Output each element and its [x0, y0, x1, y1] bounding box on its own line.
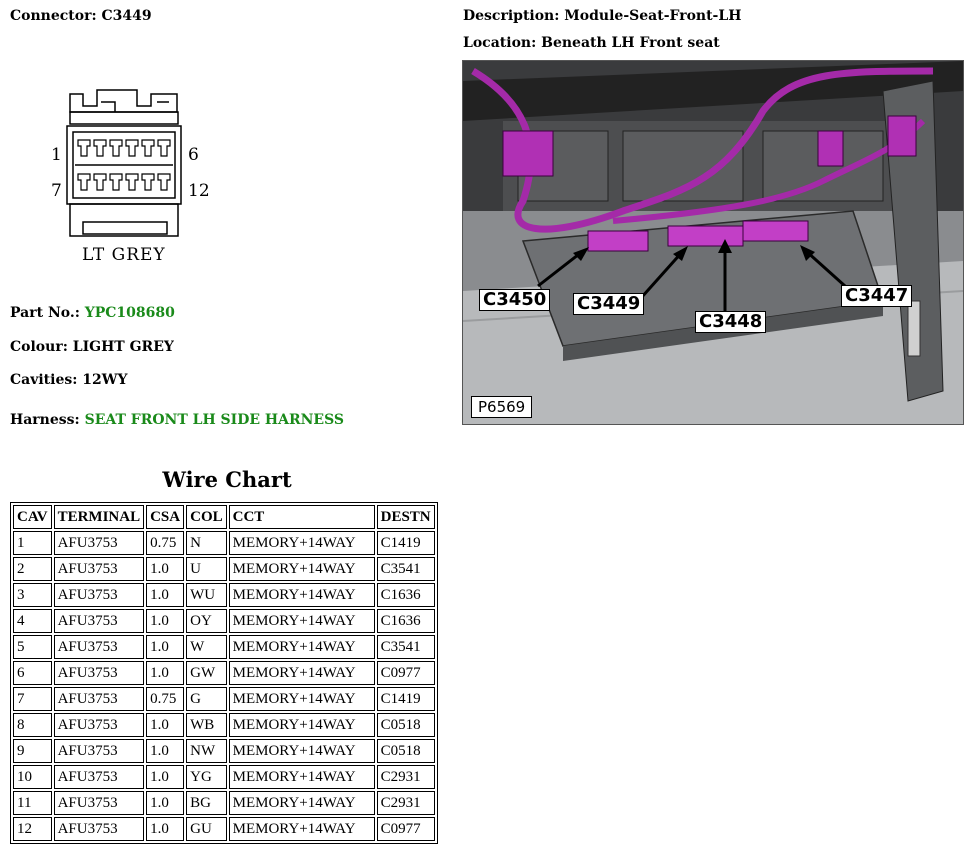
location-value: Beneath LH Front seat	[541, 35, 720, 51]
cell-destn: C0518	[377, 713, 435, 737]
cell-cav: 5	[13, 635, 52, 659]
description-line	[463, 8, 741, 24]
c3450-socket	[588, 231, 648, 251]
cell-cct: MEMORY+14WAY	[229, 557, 375, 581]
cell-destn: C1636	[377, 609, 435, 633]
cell-cav: 2	[13, 557, 52, 581]
table-row	[13, 739, 435, 763]
cell-cav: 10	[13, 765, 52, 789]
cell-cct: MEMORY+14WAY	[229, 765, 375, 789]
cell-cav: 7	[13, 687, 52, 711]
cell-destn: C3541	[377, 635, 435, 659]
cell-cct: MEMORY+14WAY	[229, 609, 375, 633]
cell-col: OY	[186, 609, 227, 633]
cell-col: U	[186, 557, 227, 581]
cell-terminal: AFU3753	[54, 531, 145, 555]
cavities-line	[10, 372, 128, 388]
col-header-csa: CSA	[146, 505, 184, 529]
diagram-colour-label: LT GREY	[82, 245, 166, 265]
cell-destn: C1419	[377, 531, 435, 555]
wire-chart-table	[10, 502, 438, 844]
cell-terminal: AFU3753	[54, 661, 145, 685]
cell-terminal: AFU3753	[54, 713, 145, 737]
cell-terminal: AFU3753	[54, 765, 145, 789]
cell-cav: 11	[13, 791, 52, 815]
cell-destn: C3541	[377, 557, 435, 581]
cell-cav: 8	[13, 713, 52, 737]
colour-label: Colour:	[10, 339, 68, 355]
cell-col: NW	[186, 739, 227, 763]
colour-line	[10, 339, 174, 355]
table-row	[13, 817, 435, 841]
cell-col: N	[186, 531, 227, 555]
cell-terminal: AFU3753	[54, 687, 145, 711]
cell-csa: 0.75	[146, 687, 184, 711]
cell-csa: 1.0	[146, 661, 184, 685]
col-header-cct: CCT	[229, 505, 375, 529]
cell-csa: 1.0	[146, 557, 184, 581]
colour-value: LIGHT GREY	[72, 339, 174, 355]
cell-terminal: AFU3753	[54, 557, 145, 581]
cell-destn: C0518	[377, 739, 435, 763]
cell-cct: MEMORY+14WAY	[229, 713, 375, 737]
cell-cct: MEMORY+14WAY	[229, 739, 375, 763]
connector-line	[10, 8, 152, 24]
cell-cct: MEMORY+14WAY	[229, 661, 375, 685]
connector-face-diagram	[45, 82, 225, 272]
table-row	[13, 609, 435, 633]
cell-cct: MEMORY+14WAY	[229, 531, 375, 555]
pin-number-7: 7	[51, 181, 62, 201]
cell-col: WB	[186, 713, 227, 737]
cell-csa: 1.0	[146, 609, 184, 633]
table-row	[13, 713, 435, 737]
cell-csa: 1.0	[146, 791, 184, 815]
cell-cct: MEMORY+14WAY	[229, 791, 375, 815]
location-label: Location:	[463, 35, 537, 51]
cell-csa: 1.0	[146, 739, 184, 763]
pin-number-12: 12	[188, 181, 210, 201]
cell-cav: 4	[13, 609, 52, 633]
cell-destn: C2931	[377, 765, 435, 789]
cell-destn: C0977	[377, 817, 435, 841]
harness-line	[10, 412, 344, 428]
cell-csa: 1.0	[146, 635, 184, 659]
pin-number-1: 1	[51, 145, 62, 165]
pin-number-6: 6	[188, 145, 199, 165]
wire-chart-header-row	[13, 505, 435, 529]
cell-col: GU	[186, 817, 227, 841]
cell-terminal: AFU3753	[54, 583, 145, 607]
cell-cav: 3	[13, 583, 52, 607]
cell-cct: MEMORY+14WAY	[229, 635, 375, 659]
part-no-value[interactable]: YPC108680	[84, 305, 175, 321]
cell-cct: MEMORY+14WAY	[229, 687, 375, 711]
part-no-label: Part No.:	[10, 305, 80, 321]
cell-cct: MEMORY+14WAY	[229, 583, 375, 607]
table-row	[13, 791, 435, 815]
cell-csa: 1.0	[146, 817, 184, 841]
photo-reference-code: P6569	[471, 396, 532, 418]
callout-c3448: C3448	[695, 311, 766, 333]
cell-col: G	[186, 687, 227, 711]
cell-destn: C1419	[377, 687, 435, 711]
cell-cav: 9	[13, 739, 52, 763]
cell-col: WU	[186, 583, 227, 607]
cell-cct: MEMORY+14WAY	[229, 817, 375, 841]
cell-cav: 6	[13, 661, 52, 685]
connector-location-photo	[462, 60, 964, 425]
table-row	[13, 765, 435, 789]
c3448-socket	[743, 221, 808, 241]
cell-terminal: AFU3753	[54, 817, 145, 841]
cavities-value: 12WY	[82, 372, 128, 388]
cell-destn: C2931	[377, 791, 435, 815]
col-header-terminal: TERMINAL	[54, 505, 145, 529]
col-header-destn: DESTN	[377, 505, 435, 529]
table-row	[13, 661, 435, 685]
c3449-socket	[668, 226, 743, 246]
cell-cav: 12	[13, 817, 52, 841]
table-row	[13, 687, 435, 711]
cell-terminal: AFU3753	[54, 609, 145, 633]
part-no-line	[10, 305, 175, 321]
table-row	[13, 557, 435, 581]
harness-value[interactable]: SEAT FRONT LH SIDE HARNESS	[84, 412, 345, 428]
cell-terminal: AFU3753	[54, 635, 145, 659]
description-value: Module-Seat-Front-LH	[564, 8, 742, 24]
cell-csa: 0.75	[146, 531, 184, 555]
callout-c3449: C3449	[573, 293, 644, 315]
description-label: Description:	[463, 8, 560, 24]
cell-col: W	[186, 635, 227, 659]
cavities-label: Cavities:	[10, 372, 78, 388]
cell-csa: 1.0	[146, 765, 184, 789]
location-line	[463, 35, 720, 51]
harness-label: Harness:	[10, 412, 80, 428]
cell-csa: 1.0	[146, 713, 184, 737]
table-row	[13, 635, 435, 659]
table-row	[13, 531, 435, 555]
cell-col: BG	[186, 791, 227, 815]
wire-chart-body	[13, 531, 435, 841]
photo-scene	[463, 61, 963, 424]
connector-value: C3449	[101, 8, 152, 24]
cell-col: YG	[186, 765, 227, 789]
cell-destn: C1636	[377, 583, 435, 607]
cell-csa: 1.0	[146, 583, 184, 607]
wire-chart-title: Wire Chart	[162, 467, 292, 492]
cell-col: GW	[186, 661, 227, 685]
callout-c3450: C3450	[479, 289, 550, 311]
callout-c3447: C3447	[841, 285, 912, 307]
cell-destn: C0977	[377, 661, 435, 685]
table-row	[13, 583, 435, 607]
connector-label: Connector:	[10, 8, 97, 24]
col-header-col: COL	[186, 505, 227, 529]
cell-cav: 1	[13, 531, 52, 555]
col-header-cav: CAV	[13, 505, 52, 529]
cell-terminal: AFU3753	[54, 791, 145, 815]
cell-terminal: AFU3753	[54, 739, 145, 763]
